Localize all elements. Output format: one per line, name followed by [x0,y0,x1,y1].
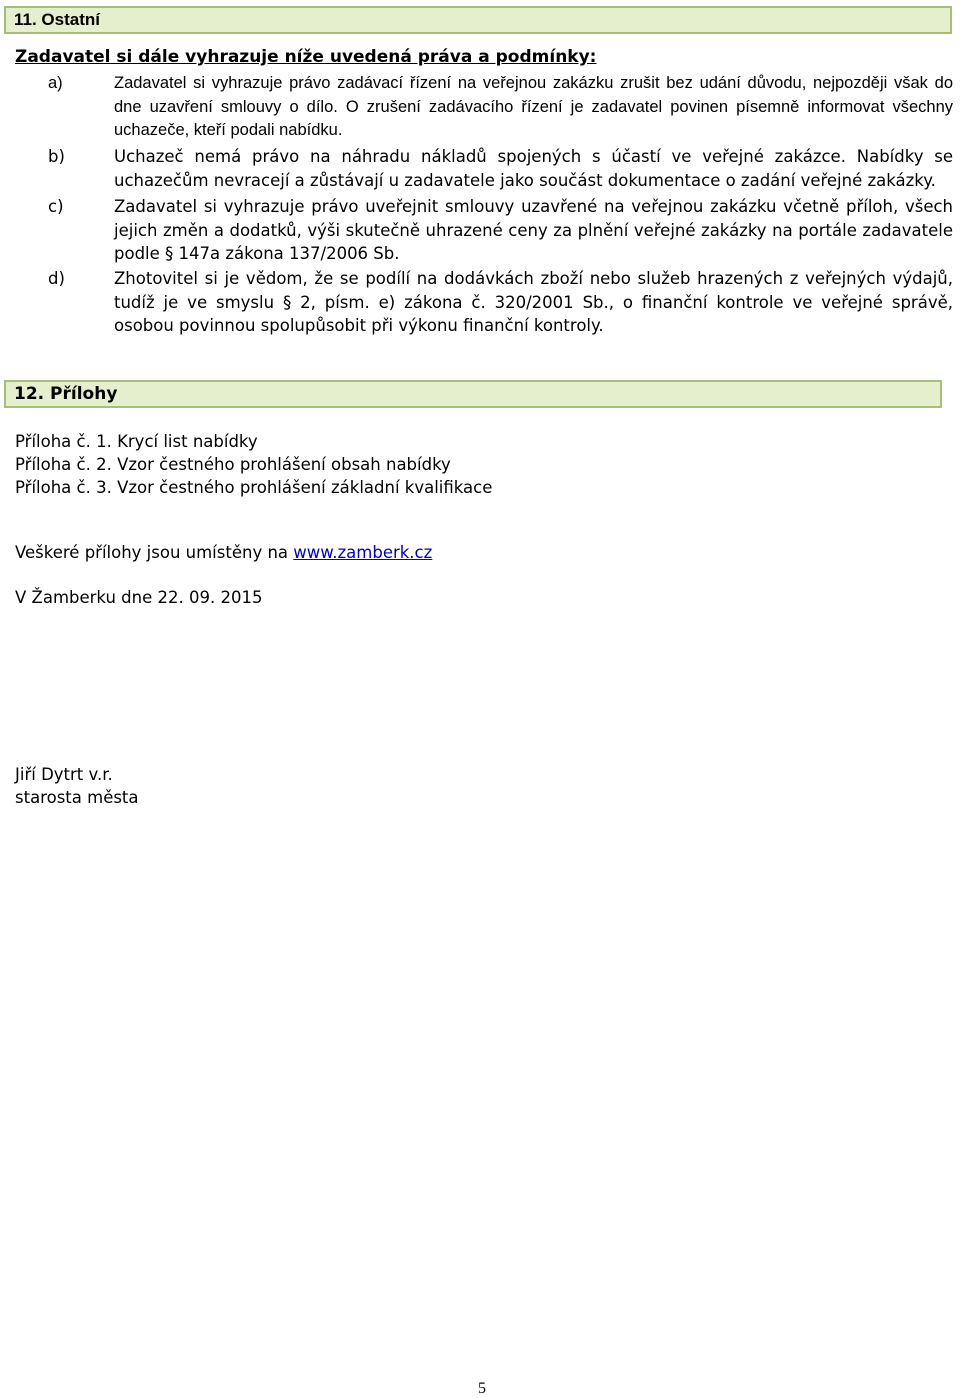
list-marker: c) [48,197,64,216]
attachment-2: Příloha č. 2. Vzor čestného prohlášení obsah nabídky [15,455,451,474]
attachment-3: Příloha č. 3. Vzor čestného prohlášení základní kvalifikace [15,478,493,497]
attachments-list [15,430,492,499]
section-11-intro: Zadavatel si dále vyhrazuje níže uvedená práva a podmínky: [15,47,597,67]
section-12-heading: 12. Přílohy [4,380,942,408]
attachments-note-text: Veškeré přílohy jsou umístěny na [15,543,294,562]
list-item-d [15,267,953,338]
list-item-text: Zadavatel si vyhrazuje právo zadávací řízení na veřejnou zakázku zrušit bez udání důvodu, nejpozději však do dne uzavření smlouvy o dílo. O zrušení zadávacího řízení je zadavatel povinen písemně informovat všechny uchazeče, kteří podali nabídku. [114,74,953,139]
list-item-text: Uchazeč nemá právo na náhradu nákladů spojených s účastí ve veřejné zakázce. Nabídky se uchazečům nevracejí a zůstávají u zadavatele jako součást dokumentace o zadání veřejné zakázky. [114,147,953,190]
attachment-1: Příloha č. 1. Krycí list nabídky [15,432,258,451]
list-marker: a) [48,74,63,92]
list-item-text: Zhotovitel si je vědom, že se podílí na dodávkách zboží nebo služeb hrazených z veřejných výdajů, tudíž je ve smyslu § 2, písm. e) zákona č. 320/2001 Sb., o finanční kontrole ve veřejné správě, osobou povinnou spolupůsobit při výkonu finanční kontroly. [114,269,953,335]
list-marker: d) [48,269,65,288]
section-11-heading: 11. Ostatní [4,6,952,34]
signatory-name: Jiří Dytrt v.r. [15,765,113,784]
list-item-text: Zadavatel si vyhrazuje právo uveřejnit smlouvy uzavřené na veřejnou zakázku včetně příloh, všech jejich změn a dodatků, výši skutečně uhrazené ceny za plnění veřejné zakázky na portále zadavatele podle § 147a zákona 137/2006 Sb. [114,197,953,263]
list-item-b [15,145,953,192]
place-date: V Žamberku dne 22. 09. 2015 [15,588,263,607]
attachments-note [15,541,432,564]
signature-block [15,763,139,809]
signatory-role: starosta města [15,788,139,807]
page-number: 5 [478,1380,486,1397]
list-marker: b) [48,147,65,166]
list-item-c [15,195,953,266]
website-link[interactable]: www.zamberk.cz [293,543,433,562]
list-item-a [15,72,953,143]
